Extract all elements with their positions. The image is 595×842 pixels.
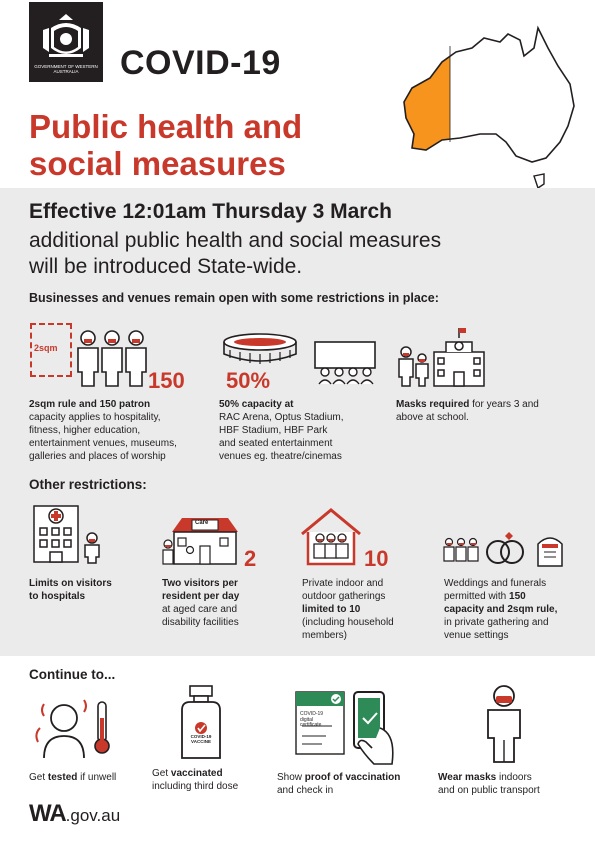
theatre-icon [313, 340, 377, 386]
capacity-caption-bold: 2sqm rule and 150 patron [29, 399, 151, 410]
care-caption-line: disability facilities [162, 617, 239, 628]
subtitle-line-2: social measures [29, 145, 286, 182]
masks-school-bold: Masks required [396, 399, 470, 410]
home-gathering-icon [298, 506, 364, 566]
intro-line-1: additional public health and social measures [29, 229, 442, 252]
wedding-caption [444, 577, 584, 642]
care-caption-line: at aged care and [162, 604, 238, 615]
sqm-label: 2sqm [34, 343, 58, 353]
masks-school-text: for years 3 and [469, 399, 539, 410]
capacity-caption-line: capacity applies to hospitality, [29, 412, 161, 423]
hospital-icon [30, 500, 106, 564]
stadium-caption-line: RAC Arena, Optus Stadium, [219, 412, 344, 423]
tested-caption-bold: tested [47, 772, 78, 783]
care-visitor-number: 2 [244, 546, 257, 571]
intro-text [29, 228, 579, 280]
care-caption-bold: resident per day [162, 591, 240, 602]
wedding-caption-line: venue settings [444, 630, 509, 641]
proof-caption-line: and check in [277, 785, 334, 796]
capacity-caption-line: fitness, higher education, [29, 425, 141, 436]
vaccinated-caption [152, 767, 272, 793]
hospital-caption-line: to hospitals [29, 591, 86, 602]
gathering-caption-line: members) [302, 630, 348, 641]
tested-caption-text: if unwell [77, 772, 117, 783]
masks-caption [438, 771, 588, 797]
proof-caption-text: Show [277, 772, 305, 783]
gathering-caption-line: Private indoor and [302, 578, 384, 589]
australia-map-icon [392, 22, 582, 197]
proof-caption [277, 771, 437, 797]
masks-caption-bold: Wear masks [438, 772, 497, 783]
certificate-title: COVID-19 digital certificate [300, 711, 324, 728]
vial-label: COVID-19 VACCINE [190, 734, 212, 744]
stadium-percent: 50% [226, 368, 271, 393]
care-caption-bold: Two visitors per [162, 578, 238, 589]
wa-gov-logo[interactable] [29, 800, 120, 828]
masks-caption-text: indoors [496, 772, 532, 783]
masks-school-line: above at school. [396, 412, 469, 423]
tested-caption [29, 771, 116, 784]
care-caption [162, 577, 292, 629]
vaccinated-caption-bold: vaccinated [170, 768, 223, 779]
hospital-caption [29, 577, 112, 603]
government-crest-logo [29, 2, 103, 82]
stadium-caption [219, 398, 389, 463]
page-subtitle [29, 108, 302, 182]
wa-logo-text: WA [29, 800, 66, 827]
stadium-caption-line: and seated entertainment [219, 438, 333, 449]
stadium-caption-bold: 50% capacity at [219, 399, 294, 410]
intro-line-2: will be introduced State-wide. [29, 255, 303, 278]
gathering-caption-bold: limited to 10 [302, 604, 361, 615]
gathering-number: 10 [364, 546, 389, 571]
wedding-caption-bold: capacity and 2sqm rule, [444, 604, 558, 615]
care-sign: Care [195, 520, 209, 526]
capacity-caption-line: galleries and places of worship [29, 451, 166, 462]
capacity-caption [29, 398, 214, 463]
crowd-icon [72, 326, 154, 388]
subtitle-line-1: Public health and [29, 108, 303, 145]
wa-domain-text: .gov.au [65, 806, 121, 825]
gathering-caption-line: outdoor gatherings [302, 591, 386, 602]
tested-caption-text: Get [29, 772, 48, 783]
capacity-number: 150 [148, 368, 185, 393]
mask-person-icon [482, 684, 526, 764]
gathering-caption [302, 577, 442, 642]
effective-date: Effective 12:01am Thursday 3 March [29, 200, 392, 223]
tasmania-shape [534, 174, 544, 188]
stadium-icon [220, 330, 300, 366]
school-icon [396, 324, 488, 388]
gathering-caption-line: (including household [302, 617, 394, 628]
capacity-caption-line: entertainment venues, museums, [29, 438, 177, 449]
proof-caption-bold: proof of vaccination [304, 772, 401, 783]
thermometer-person-icon [34, 694, 120, 760]
other-restrictions-heading: Other restrictions: [29, 477, 147, 492]
wedding-caption-line: Weddings and funerals [444, 578, 547, 589]
businesses-heading: Businesses and venues remain open with some restrictions in place: [29, 291, 439, 305]
vaccine-vial-icon [176, 684, 226, 762]
masks-caption-line: and on public transport [438, 785, 540, 796]
stadium-caption-line: HBF Stadium, HBF Park [219, 425, 328, 436]
wedding-caption-line: in private gathering and [444, 617, 549, 628]
continue-heading: Continue to... [29, 667, 116, 682]
hospital-caption-line: Limits on visitors [29, 578, 112, 589]
wedding-funeral-icon [442, 530, 566, 568]
vaccinated-caption-text: Get [152, 768, 171, 779]
masks-school-caption [396, 398, 576, 424]
crest-caption: GOVERNMENT OF WESTERN AUSTRALIA [34, 64, 98, 74]
wedding-caption-text: permitted with [444, 591, 510, 602]
wedding-caption-bold: 150 [509, 591, 526, 602]
stadium-caption-line: venues eg. theatre/cinemas [219, 451, 342, 462]
page-title: COVID-19 [120, 44, 281, 82]
vaccinated-caption-line: including third dose [152, 781, 239, 792]
